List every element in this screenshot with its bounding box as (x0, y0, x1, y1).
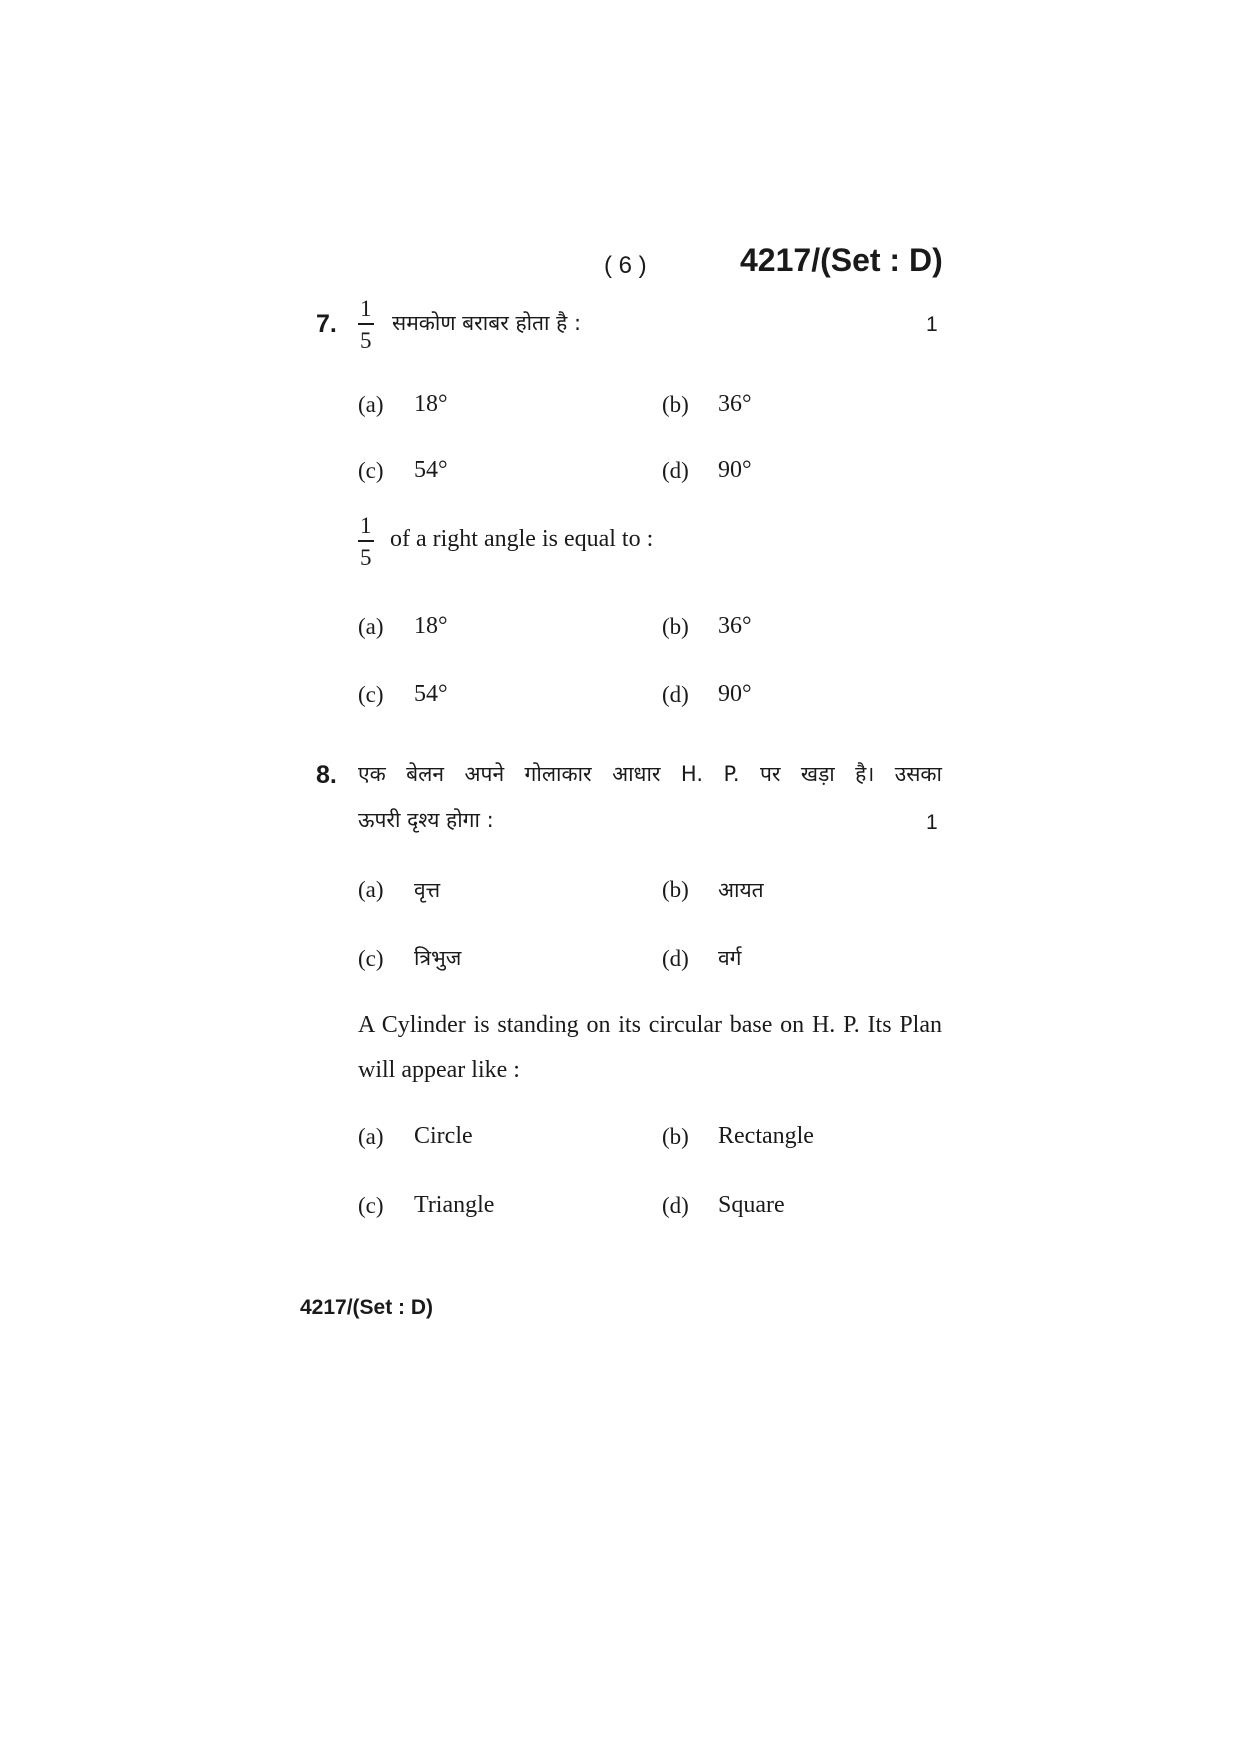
q7-hindi-option-a-letter: (a) (358, 392, 384, 417)
q8-hindi-option-b-text: आयत (718, 878, 764, 902)
q7-english-option-a-letter: (a) (358, 614, 384, 639)
q7-hindi-option-d-letter: (d) (662, 458, 689, 483)
q8-hindi-option-a-letter: (a) (358, 877, 384, 902)
q8-english-option-b-letter: (b) (662, 1124, 689, 1149)
question-8-number: 8. (316, 761, 337, 789)
fraction-numerator: 1 (360, 513, 372, 538)
question-8-hindi-line2: ऊपरी दृश्य होगा : (358, 808, 494, 832)
q7-english-option-a-text: 18° (414, 613, 448, 639)
question-7-english-text: of a right angle is equal to : (390, 526, 654, 552)
question-8-marks: 1 (926, 811, 938, 834)
question-7-english-fraction (358, 514, 374, 569)
q8-hindi-option-c-letter: (c) (358, 946, 384, 971)
q7-hindi-option-b-letter: (b) (662, 392, 689, 417)
page-number: ( 6 ) (604, 252, 647, 279)
set-code-footer: 4217/(Set : D) (300, 1296, 434, 1319)
q7-english-option-c-letter: (c) (358, 682, 384, 707)
q8-hindi-option-b-letter: (b) (662, 877, 689, 902)
q8-english-option-d-letter: (d) (662, 1193, 689, 1218)
question-7-marks: 1 (926, 313, 938, 336)
q8-english-option-b-text: Rectangle (718, 1123, 814, 1149)
question-8-hindi-line1: एक बेलन अपने गोलाकार आधार H. P. पर खड़ा है। उसका (358, 762, 942, 786)
question-8-english-text: A Cylinder is standing on its circular base on H. P. Its Plan will appear like : (358, 1012, 942, 1083)
q8-hindi-option-d-text: वर्ग (718, 946, 742, 970)
fraction-denominator: 5 (360, 327, 372, 353)
q8-english-option-c-letter: (c) (358, 1193, 384, 1218)
q8-english-option-a-text: Circle (414, 1123, 473, 1149)
q7-english-option-d-text: 90° (718, 681, 752, 707)
q7-hindi-option-d-text: 90° (718, 457, 752, 483)
q7-english-option-c-text: 54° (414, 681, 448, 707)
q8-english-option-c-text: Triangle (414, 1192, 495, 1218)
q7-hindi-option-a-text: 18° (414, 391, 448, 417)
question-7-hindi-text: समकोण बराबर होता है : (392, 311, 582, 335)
q7-english-option-d-letter: (d) (662, 682, 689, 707)
fraction-numerator: 1 (360, 296, 372, 321)
q8-hindi-option-a-text: वृत्त (414, 878, 441, 902)
q7-english-option-b-letter: (b) (662, 614, 689, 639)
q7-hindi-option-b-text: 36° (718, 391, 752, 417)
question-7-number: 7. (316, 310, 337, 338)
q8-english-option-a-letter: (a) (358, 1124, 384, 1149)
q7-hindi-option-c-letter: (c) (358, 458, 384, 483)
q8-hindi-option-d-letter: (d) (662, 946, 689, 971)
q8-english-option-d-text: Square (718, 1192, 785, 1218)
q7-english-option-b-text: 36° (718, 613, 752, 639)
q7-hindi-option-c-text: 54° (414, 457, 448, 483)
q8-hindi-option-c-text: त्रिभुज (414, 946, 462, 970)
set-code-header: 4217/(Set : D) (740, 242, 943, 278)
question-7-fraction (358, 297, 374, 352)
fraction-denominator: 5 (360, 544, 372, 570)
